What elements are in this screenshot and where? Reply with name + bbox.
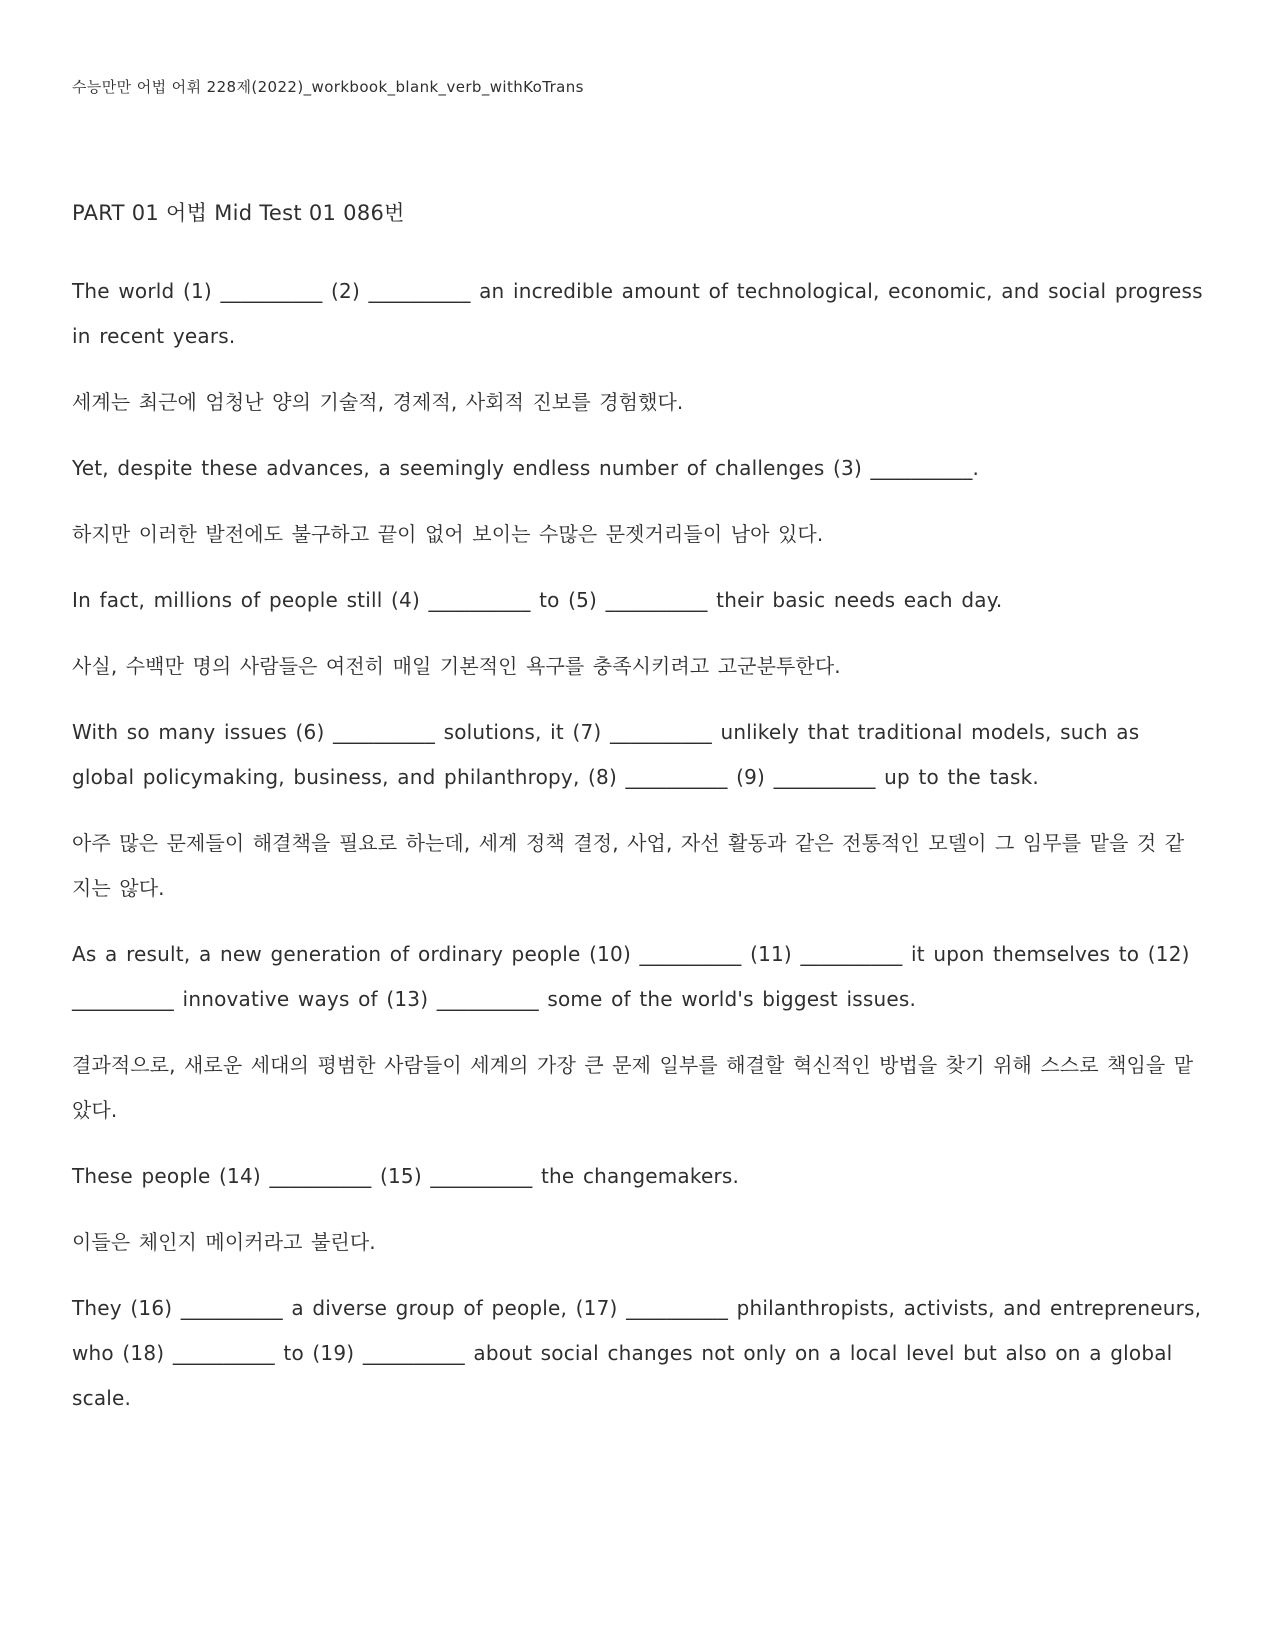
english-sentence: They (16) __________ a diverse group of people, (17) __________ philanthropists, activists, and entrepreneurs, who (18) __________ to (19) __________ about social changes not only on a local level but also on a global scale.	[72, 1296, 1202, 1410]
korean-translation: 아주 많은 문제들이 해결책을 필요로 하는데, 세계 정책 결정, 사업, 자선 활동과 같은 전통적인 모델이 그 임무를 맡을 것 같지는 않다.	[72, 831, 1185, 900]
english-sentence: Yet, despite these advances, a seemingly endless number of challenges (3) __________.	[72, 456, 980, 480]
korean-translation: 이들은 체인지 메이커라고 불린다.	[72, 1230, 376, 1254]
korean-translation: 사실, 수백만 명의 사람들은 여전히 매일 기본적인 욕구를 충족시키려고 고군분투한다.	[72, 654, 841, 678]
english-sentence: With so many issues (6) __________ solutions, it (7) __________ unlikely that traditional models, such as global policymaking, business, and philanthropy, (8) __________ (9) __________ up to the task.	[72, 720, 1140, 789]
english-sentence: The world (1) __________ (2) __________ an incredible amount of technological, economic, and social progress in recent years.	[72, 279, 1203, 348]
english-sentence: In fact, millions of people still (4) __________ to (5) __________ their basic needs each day.	[72, 588, 1003, 612]
korean-translation: 세계는 최근에 엄청난 양의 기술적, 경제적, 사회적 진보를 경험했다.	[72, 390, 684, 414]
page-title: PART 01 어법 Mid Test 01 086번	[72, 201, 405, 225]
english-sentence: These people (14) __________ (15) __________ the changemakers.	[72, 1164, 740, 1188]
english-sentence: As a result, a new generation of ordinary people (10) __________ (11) __________ it upon themselves to (12) __________ innovative ways of (13) __________ some of the world's biggest issues.	[72, 942, 1190, 1011]
korean-translation: 하지만 이러한 발전에도 불구하고 끝이 없어 보이는 수많은 문젯거리들이 남아 있다.	[72, 522, 824, 546]
document-header: 수능만만 어법 어휘 228제(2022)_workbook_blank_verb_withKoTrans	[72, 78, 584, 96]
korean-translation: 결과적으로, 새로운 세대의 평범한 사람들이 세계의 가장 큰 문제 일부를 해결할 혁신적인 방법을 찾기 위해 스스로 책임을 맡았다.	[72, 1053, 1194, 1122]
